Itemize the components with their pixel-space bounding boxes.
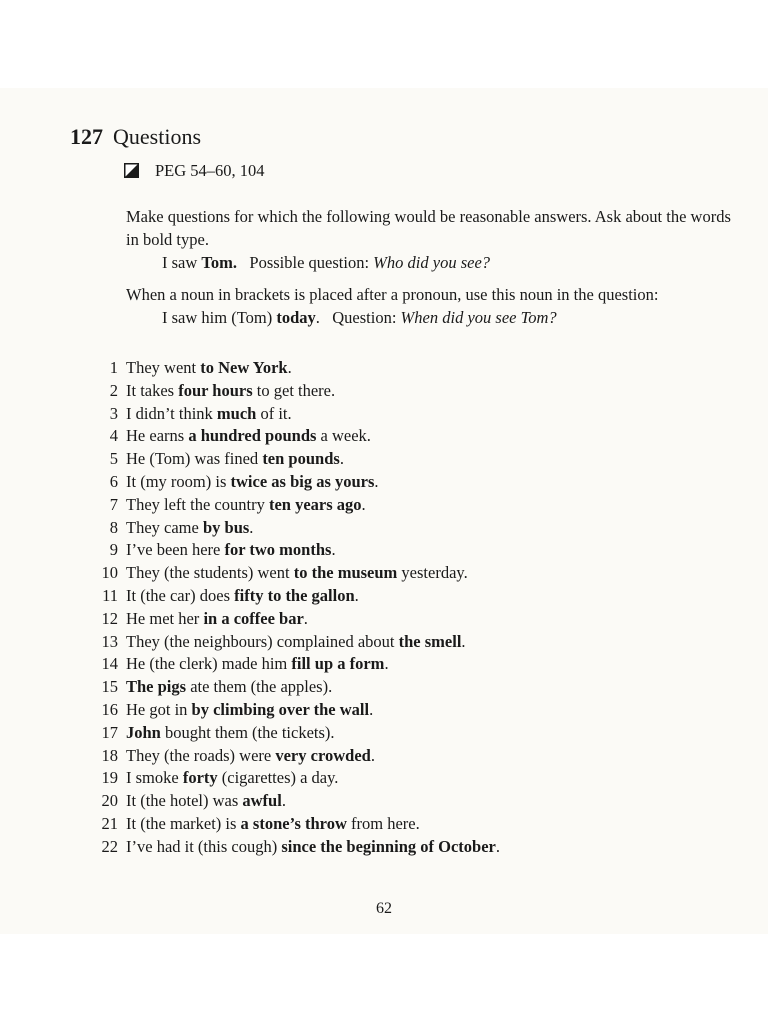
bold-phrase: in a coffee bar: [203, 608, 304, 628]
plain-text: They came: [126, 517, 203, 537]
exercise-item: [92, 380, 500, 403]
bold-phrase: much: [216, 403, 257, 423]
item-number: 1: [109, 358, 118, 377]
item-number: 17: [101, 722, 118, 742]
bold-phrase: awful: [242, 791, 282, 811]
item-number: 2: [109, 380, 118, 400]
bold-phrase: very crowded: [275, 745, 371, 765]
item-sentence: [126, 585, 359, 608]
item-number: 13: [101, 631, 118, 651]
plain-text: They left the country: [126, 494, 269, 514]
plain-text: They went: [126, 358, 201, 377]
plain-text: to get there.: [252, 380, 336, 400]
plain-text: I smoke: [126, 768, 183, 788]
instruction-text-1: Make questions for which the following would be reasonable answers. Ask about the words in bold type.: [126, 207, 731, 249]
item-sentence: [126, 631, 466, 654]
example-1: [126, 251, 736, 274]
plain-text: .: [354, 585, 359, 605]
exercise-item: [92, 562, 500, 585]
plain-text: He got in: [126, 699, 192, 719]
plain-text: It (my room) is: [126, 471, 231, 491]
item-sentence: [126, 767, 338, 790]
plain-text: They (the neighbours) complained about: [126, 631, 399, 651]
plain-text: .: [370, 745, 375, 765]
reference-text: PEG 54–60, 104: [155, 161, 265, 180]
item-number: 19: [101, 768, 118, 788]
bold-phrase: for two months: [224, 540, 332, 560]
bold-phrase: fifty to the gallon: [234, 585, 355, 605]
example-2-answer: When did you see Tom?: [400, 308, 557, 327]
item-sentence: [126, 562, 468, 585]
exercise-item: [92, 722, 500, 745]
bold-phrase: fill up a form: [291, 654, 385, 674]
exercise-item: [92, 813, 500, 836]
half-filled-square-icon: [124, 163, 139, 178]
exercise-item: [92, 494, 500, 517]
exercise-item: [92, 836, 500, 859]
exercise-title: Questions: [113, 124, 201, 149]
plain-text: I’ve been here: [126, 540, 225, 560]
bold-phrase: a hundred pounds: [188, 426, 317, 446]
item-number: 15: [101, 677, 118, 697]
plain-text: (cigarettes) a day.: [217, 768, 339, 788]
item-sentence: [126, 380, 335, 403]
plain-text: .: [374, 471, 379, 491]
exercise-item: [92, 585, 500, 608]
plain-text: a week.: [316, 426, 371, 446]
item-number: 4: [109, 426, 118, 446]
bold-phrase: four hours: [178, 380, 253, 400]
item-sentence: [126, 448, 344, 471]
plain-text: They (the students) went: [126, 563, 294, 583]
plain-text: It (the car) does: [126, 585, 235, 605]
item-sentence: [126, 403, 292, 426]
exercise-item: [92, 699, 500, 722]
item-sentence: [126, 539, 336, 562]
page-number: 62: [376, 900, 392, 917]
example-1-pre: I saw: [162, 253, 202, 272]
exercise-item: [92, 790, 500, 813]
item-number: 10: [101, 563, 118, 583]
item-sentence: [126, 494, 366, 517]
exercise-item: [92, 745, 500, 768]
plain-text: .: [249, 517, 254, 537]
item-sentence: [126, 836, 500, 859]
plain-text: It takes: [126, 380, 179, 400]
item-number: 12: [101, 608, 118, 628]
plain-text: .: [384, 654, 389, 674]
exercise-item: [92, 403, 500, 426]
item-sentence: [126, 653, 389, 676]
plain-text: .: [461, 631, 466, 651]
exercise-heading: [70, 124, 201, 150]
item-sentence: [126, 608, 308, 631]
item-number: 8: [109, 517, 118, 537]
plain-text: .: [369, 699, 374, 719]
item-number: 18: [101, 745, 118, 765]
item-number: 5: [109, 449, 118, 469]
example-1-bold: Tom.: [201, 253, 238, 272]
plain-text: They (the roads) were: [126, 745, 276, 765]
plain-text: He (the clerk) made him: [126, 654, 292, 674]
plain-text: .: [339, 449, 344, 469]
plain-text: He earns: [126, 426, 189, 446]
exercise-item: [92, 517, 500, 540]
plain-text: ate them (the apples).: [186, 677, 333, 697]
example-2-bold: today: [276, 308, 316, 327]
bold-phrase: John: [126, 722, 161, 742]
item-sentence: [126, 745, 375, 768]
plain-text: from here.: [346, 813, 420, 833]
item-number: 3: [109, 403, 118, 423]
plain-text: It (the hotel) was: [126, 791, 243, 811]
item-number: 16: [101, 699, 118, 719]
item-sentence: [126, 517, 253, 540]
exercise-item: [92, 631, 500, 654]
item-sentence: [126, 790, 286, 813]
bold-phrase: a stone’s throw: [240, 813, 347, 833]
plain-text: It (the market) is: [126, 813, 241, 833]
instruction-text-2: When a noun in brackets is placed after a pronoun, use this noun in the question:: [126, 285, 659, 304]
example-1-answer: Who did you see?: [373, 253, 491, 272]
plain-text: .: [303, 608, 308, 628]
plain-text: .: [281, 791, 286, 811]
bold-phrase: to New York: [200, 358, 288, 377]
plain-text: I’ve had it (this cough): [126, 836, 282, 856]
item-number: 6: [109, 471, 118, 491]
item-sentence: [126, 471, 379, 494]
plain-text: .: [361, 494, 366, 514]
plain-text: .: [331, 540, 336, 560]
plain-text: .: [287, 358, 292, 377]
bold-phrase: the smell: [398, 631, 462, 651]
instruction-paragraph-2: [126, 283, 736, 329]
plain-text: He (Tom) was fined: [126, 449, 263, 469]
item-sentence: [126, 699, 373, 722]
plain-text: bought them (the tickets).: [160, 722, 335, 742]
item-sentence: [126, 813, 420, 836]
bold-phrase: by bus: [202, 517, 250, 537]
example-2-pre: I saw him (Tom): [162, 308, 277, 327]
item-number: 14: [101, 654, 118, 674]
bold-phrase: to the museum: [293, 563, 398, 583]
item-sentence: [126, 722, 335, 745]
example-2: [126, 306, 736, 329]
bold-phrase: The pigs: [126, 677, 187, 697]
item-number: 22: [101, 836, 118, 856]
bold-phrase: since the beginning of October: [281, 836, 496, 856]
item-sentence: [126, 676, 332, 699]
bold-phrase: twice as big as yours: [230, 471, 375, 491]
exercise-item: [92, 471, 500, 494]
exercise-item: [92, 539, 500, 562]
exercise-item: [92, 676, 500, 699]
item-sentence: [126, 425, 371, 448]
exercise-number: 127: [70, 124, 103, 149]
exercise-item: [92, 653, 500, 676]
item-number: 21: [101, 813, 118, 833]
item-number: 11: [102, 585, 118, 605]
plain-text: I didn’t think: [126, 403, 217, 423]
bold-phrase: by climbing over the wall: [191, 699, 370, 719]
exercise-item: [92, 608, 500, 631]
exercise-item: [92, 767, 500, 790]
item-number: 20: [101, 791, 118, 811]
exercise-item: [92, 448, 500, 471]
bold-phrase: ten pounds: [262, 449, 340, 469]
instruction-paragraph-1: [126, 205, 736, 274]
item-number: 9: [109, 540, 118, 560]
item-sentence: [126, 357, 292, 380]
plain-text: .: [495, 836, 500, 856]
example-1-mid: Possible question:: [237, 253, 374, 272]
exercise-item: [92, 425, 500, 448]
bold-phrase: forty: [182, 768, 218, 788]
exercise-item: [92, 357, 500, 380]
item-number: 7: [109, 494, 118, 514]
bold-phrase: ten years ago: [268, 494, 362, 514]
exercise-item-list: [92, 357, 500, 859]
plain-text: yesterday.: [397, 563, 468, 583]
plain-text: of it.: [256, 403, 292, 423]
plain-text: He met her: [126, 608, 204, 628]
grammar-reference: [124, 161, 265, 181]
example-2-mid: . Question:: [315, 308, 401, 327]
